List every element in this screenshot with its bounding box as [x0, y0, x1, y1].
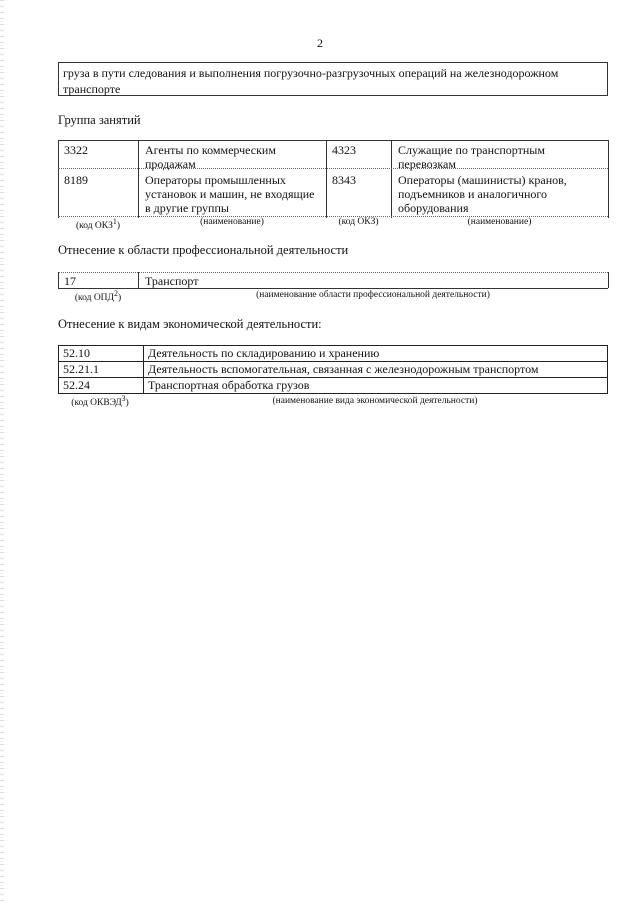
- opd-name: Транспорт: [145, 274, 199, 288]
- caption-okz-code: (код ОКЗ$^1$): [75, 217, 121, 232]
- table-divider: [326, 140, 327, 218]
- okz-name: Операторы промышленных установок и машин, не входящие в другие группы: [145, 173, 315, 215]
- table-top-dotted: [58, 272, 608, 273]
- okved-table: [58, 345, 608, 394]
- okved-name: Транспортная обработка грузов: [144, 378, 608, 394]
- caption-opd-name: (наименование области профессиональной деятельности): [256, 290, 490, 300]
- page-number: 2: [317, 36, 323, 50]
- table-left-border: [58, 140, 59, 218]
- table-left-border: [58, 272, 59, 288]
- caption-okz-name: (наименование): [467, 217, 532, 227]
- okz-name: Агенты по коммерческим продажам: [145, 143, 276, 171]
- okved-code: 52.21.1: [59, 362, 144, 378]
- table-row: [59, 346, 608, 362]
- opd-code: 17: [64, 274, 76, 288]
- okz-code: 4323: [332, 143, 356, 157]
- professional-area-heading: Отнесение к области профессиональной деятельности: [58, 243, 349, 257]
- continuation-frame: [58, 62, 608, 96]
- caption-opd-code: (код ОПД$^2$): [74, 289, 122, 304]
- caption-okz-code: (код ОКЗ): [338, 217, 379, 227]
- table-right-border: [608, 140, 609, 218]
- caption-okz-name: (наименование): [200, 217, 264, 227]
- okved-code: 52.10: [59, 346, 144, 362]
- table-row: [59, 378, 608, 394]
- continuation-text: груза в пути следования и выполнения погрузочно-разгрузочных операций на железнодорожном транспорте: [63, 66, 559, 96]
- okz-code: 8343: [332, 173, 356, 187]
- scan-edge-artifact: [0, 0, 4, 904]
- okved-name: Деятельность по складированию и хранению: [144, 346, 608, 362]
- table-divider: [391, 140, 392, 218]
- okved-code: 52.24: [59, 378, 144, 394]
- okz-code: 8189: [64, 173, 88, 187]
- table-row: [59, 362, 608, 378]
- okz-name: Операторы (машинисты) кранов, подъемников и аналогичного оборудования: [398, 173, 567, 215]
- occupation-group-heading: Группа занятий: [58, 113, 141, 127]
- economic-activity-heading: Отнесение к видам экономической деятельности:: [58, 317, 322, 331]
- table-divider: [138, 140, 139, 218]
- table-bottom-border: [58, 288, 608, 289]
- okz-name: Служащие по транспортным перевозкам: [398, 143, 545, 171]
- caption-okved-code: (код ОКВЭД$^3$): [71, 394, 129, 409]
- caption-okved-name: (наименование вида экономической деятельности): [272, 396, 478, 406]
- okz-code: 3322: [64, 143, 88, 157]
- table-top-border: [58, 140, 608, 141]
- table-divider: [138, 272, 139, 288]
- table-right-border: [608, 272, 609, 288]
- okved-name: Деятельность вспомогательная, связанная с железнодорожным транспортом: [144, 362, 608, 378]
